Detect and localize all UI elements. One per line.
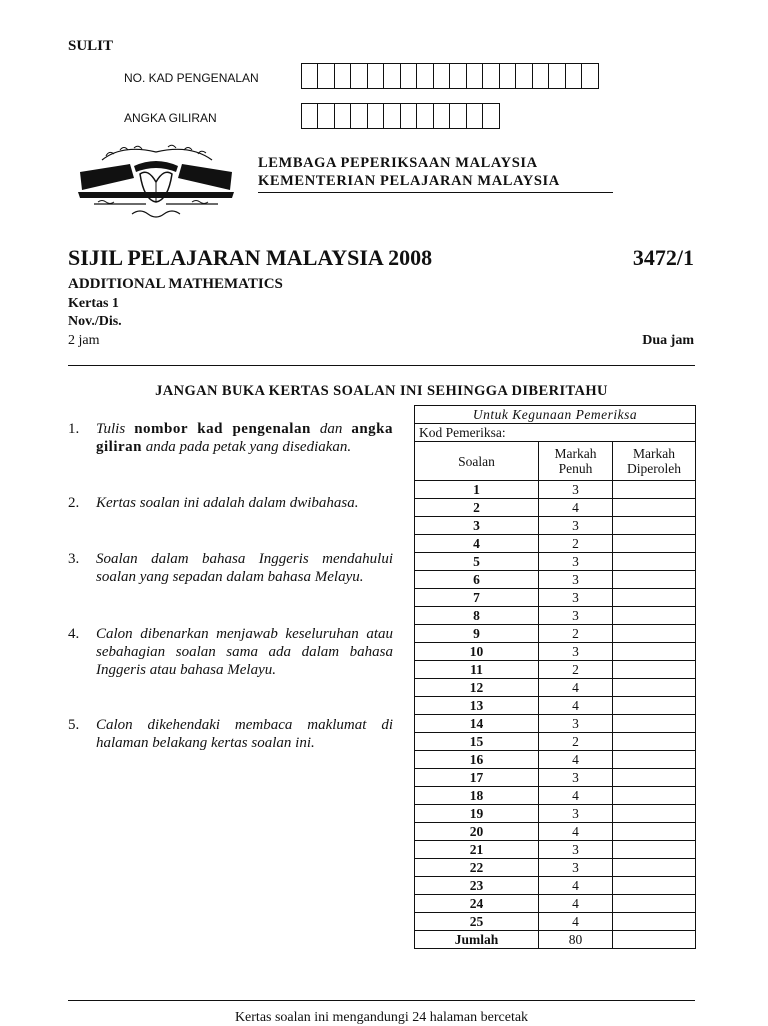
instruction-text: Tulis: [96, 421, 135, 437]
question-number: 10: [415, 643, 539, 661]
index-digit-box[interactable]: [482, 103, 500, 129]
full-marks: 2: [539, 661, 613, 679]
ic-digit-box[interactable]: [581, 63, 599, 89]
index-number-boxes[interactable]: [302, 103, 500, 129]
examiner-code-row: [415, 424, 696, 442]
ic-digit-box[interactable]: [367, 63, 385, 89]
ic-digit-box[interactable]: [466, 63, 484, 89]
marks-obtained-cell[interactable]: [613, 661, 696, 679]
marks-obtained-cell[interactable]: [613, 895, 696, 913]
marks-obtained-cell[interactable]: [613, 625, 696, 643]
full-marks: 4: [539, 895, 613, 913]
index-digit-box[interactable]: [466, 103, 484, 129]
table-row: [415, 805, 696, 823]
full-marks: 4: [539, 877, 613, 895]
instruction-2: [68, 494, 393, 512]
examiner-code-label[interactable]: Kod Pemeriksa:: [415, 424, 696, 442]
instruction-text: Soalan dalam bahasa Inggeris mendahului soalan yang sepadan dalam bahasa Melayu.: [96, 551, 393, 585]
ic-digit-box[interactable]: [515, 63, 533, 89]
question-number: 17: [415, 769, 539, 787]
table-row: [415, 787, 696, 805]
full-marks: 4: [539, 679, 613, 697]
marks-obtained-cell[interactable]: [613, 769, 696, 787]
table-row: [415, 571, 696, 589]
question-number: 8: [415, 607, 539, 625]
header-divider: [68, 365, 695, 366]
question-number: 4: [415, 535, 539, 553]
ic-number-boxes[interactable]: [302, 63, 599, 89]
full-marks: 2: [539, 625, 613, 643]
table-row: [415, 625, 696, 643]
ic-digit-box[interactable]: [499, 63, 517, 89]
index-digit-box[interactable]: [317, 103, 335, 129]
table-row: [415, 535, 696, 553]
question-number: 13: [415, 697, 539, 715]
full-marks: 3: [539, 841, 613, 859]
ic-digit-box[interactable]: [416, 63, 434, 89]
full-marks: 3: [539, 589, 613, 607]
full-marks: 4: [539, 499, 613, 517]
total-label: Jumlah: [415, 931, 539, 949]
full-marks: 4: [539, 751, 613, 769]
full-marks: 3: [539, 769, 613, 787]
marks-obtained-cell[interactable]: [613, 679, 696, 697]
ic-digit-box[interactable]: [449, 63, 467, 89]
instruction-text: Kertas soalan ini adalah dalam dwibahasa.: [96, 495, 359, 511]
table-row: [415, 913, 696, 931]
index-digit-box[interactable]: [449, 103, 467, 129]
question-number: 6: [415, 571, 539, 589]
question-number: 5: [415, 553, 539, 571]
table-title: Untuk Kegunaan Pemeriksa: [415, 406, 696, 424]
marks-obtained-cell[interactable]: [613, 877, 696, 895]
marks-obtained-cell[interactable]: [613, 733, 696, 751]
examiner-marks-table: [414, 405, 696, 949]
table-row: [415, 679, 696, 697]
full-marks: 4: [539, 823, 613, 841]
full-marks: 3: [539, 859, 613, 877]
table-row: [415, 823, 696, 841]
instruction-text: dan: [310, 421, 352, 437]
column-header-full-marks: Markah Penuh: [539, 442, 613, 481]
table-row: [415, 643, 696, 661]
index-digit-box[interactable]: [433, 103, 451, 129]
marks-obtained-cell[interactable]: [613, 823, 696, 841]
table-row: [415, 733, 696, 751]
table-row: [415, 607, 696, 625]
marks-obtained-cell[interactable]: [613, 589, 696, 607]
marks-obtained-cell[interactable]: [613, 859, 696, 877]
question-number: 1: [415, 481, 539, 499]
full-marks: 3: [539, 553, 613, 571]
question-number: 3: [415, 517, 539, 535]
full-marks: 3: [539, 481, 613, 499]
index-digit-box[interactable]: [367, 103, 385, 129]
marks-obtained-cell[interactable]: [613, 571, 696, 589]
instruction-bold-text: angka giliran: [96, 421, 394, 455]
marks-obtained-cell[interactable]: [613, 841, 696, 859]
question-number: 9: [415, 625, 539, 643]
table-row: [415, 481, 696, 499]
total-full-marks: 80: [539, 931, 613, 949]
marks-obtained-cell[interactable]: [613, 643, 696, 661]
instruction-text: Calon dibenarkan menjawab keseluruhan atau sebahagian soalan sama ada dalam bahasa Inggeris atau bahasa Melayu.: [96, 626, 393, 678]
table-row: [415, 553, 696, 571]
question-number: 22: [415, 859, 539, 877]
marks-obtained-cell[interactable]: [613, 805, 696, 823]
column-header-marks-obtained: Markah Diperoleh: [613, 442, 696, 481]
organisation-name: LEMBAGA PEPERIKSAAN MALAYSIA: [258, 155, 538, 171]
marks-obtained-cell[interactable]: [613, 499, 696, 517]
duration-words: Dua jam: [642, 333, 694, 348]
ic-digit-box[interactable]: [565, 63, 583, 89]
warning-notice: JANGAN BUKA KERTAS SOALAN INI SEHINGGA DIBERITAHU: [155, 383, 608, 399]
ic-digit-box[interactable]: [334, 63, 352, 89]
page-count-note: Kertas soalan ini mengandungi 24 halaman bercetak: [234, 1010, 529, 1025]
full-marks: 3: [539, 517, 613, 535]
organisation-divider: [258, 192, 613, 193]
instruction-number: 1.: [68, 421, 80, 437]
full-marks: 3: [539, 607, 613, 625]
question-number: 11: [415, 661, 539, 679]
marks-obtained-cell[interactable]: [613, 787, 696, 805]
table-row: [415, 697, 696, 715]
ministry-name: KEMENTERIAN PELAJARAN MALAYSIA: [258, 173, 560, 189]
full-marks: 3: [539, 715, 613, 733]
marks-obtained-cell[interactable]: [613, 535, 696, 553]
table-row: [415, 769, 696, 787]
full-marks: 4: [539, 787, 613, 805]
question-number: 2: [415, 499, 539, 517]
question-number: 24: [415, 895, 539, 913]
index-digit-box[interactable]: [301, 103, 319, 129]
marks-obtained-cell[interactable]: [613, 751, 696, 769]
ic-digit-box[interactable]: [350, 63, 368, 89]
question-number: 19: [415, 805, 539, 823]
paper-number: Kertas 1: [68, 296, 119, 311]
ic-digit-box[interactable]: [400, 63, 418, 89]
ic-number-label: NO. KAD PENGENALAN: [124, 71, 259, 85]
subject-name: ADDITIONAL MATHEMATICS: [68, 276, 283, 292]
question-number: 25: [415, 913, 539, 931]
question-number: 7: [415, 589, 539, 607]
duration-numeric: 2 jam: [68, 333, 100, 348]
paper-code: 3472/1: [632, 245, 694, 270]
full-marks: 3: [539, 571, 613, 589]
marks-obtained-cell[interactable]: [613, 481, 696, 499]
ic-digit-box[interactable]: [301, 63, 319, 89]
index-digit-box[interactable]: [400, 103, 418, 129]
marks-obtained-cell[interactable]: [613, 517, 696, 535]
ic-digit-box[interactable]: [383, 63, 401, 89]
table-row: [415, 517, 696, 535]
table-row: [415, 661, 696, 679]
column-header-question: Soalan: [415, 442, 539, 481]
full-marks: 3: [539, 643, 613, 661]
table-row: [415, 877, 696, 895]
marks-obtained-cell[interactable]: [613, 607, 696, 625]
index-digit-box[interactable]: [383, 103, 401, 129]
marks-obtained-cell[interactable]: [613, 553, 696, 571]
classification-label: SULIT: [68, 38, 114, 54]
index-digit-box[interactable]: [334, 103, 352, 129]
index-digit-box[interactable]: [416, 103, 434, 129]
ic-digit-box[interactable]: [532, 63, 550, 89]
question-number: 14: [415, 715, 539, 733]
question-number: 15: [415, 733, 539, 751]
table-row: [415, 589, 696, 607]
ic-digit-box[interactable]: [317, 63, 335, 89]
question-number: 20: [415, 823, 539, 841]
index-digit-box[interactable]: [350, 103, 368, 129]
table-row: [415, 841, 696, 859]
lembaga-peperiksaan-crest-icon: [72, 138, 240, 222]
table-row: [415, 895, 696, 913]
instruction-3: [68, 550, 393, 586]
instruction-1: [68, 420, 393, 456]
full-marks: 4: [539, 913, 613, 931]
table-row: [415, 499, 696, 517]
footer-divider: [68, 1000, 695, 1001]
table-row: [415, 859, 696, 877]
index-number-label: ANGKA GILIRAN: [124, 111, 217, 125]
table-header-row: [415, 442, 696, 481]
instruction-number: 2.: [68, 495, 80, 511]
instruction-5: [68, 716, 393, 752]
question-number: 21: [415, 841, 539, 859]
instruction-number: 5.: [68, 717, 80, 733]
table-title-row: [415, 406, 696, 424]
instruction-bold-text: nombor kad pengenalan: [134, 421, 311, 437]
full-marks: 4: [539, 697, 613, 715]
question-number: 12: [415, 679, 539, 697]
full-marks: 2: [539, 733, 613, 751]
instruction-text: Calon dikehendaki membaca maklumat di halaman belakang kertas soalan ini.: [96, 717, 393, 751]
instruction-number: 3.: [68, 551, 80, 567]
ic-digit-box[interactable]: [548, 63, 566, 89]
question-number: 18: [415, 787, 539, 805]
full-marks: 2: [539, 535, 613, 553]
instruction-text: anda pada petak yang disediakan.: [142, 439, 352, 455]
question-number: 16: [415, 751, 539, 769]
total-row: [415, 931, 696, 949]
instruction-number: 4.: [68, 626, 80, 642]
table-row: [415, 715, 696, 733]
ic-digit-box[interactable]: [433, 63, 451, 89]
marks-obtained-cell[interactable]: [613, 913, 696, 931]
exam-session: Nov./Dis.: [68, 314, 122, 329]
full-marks: 3: [539, 805, 613, 823]
marks-obtained-cell[interactable]: [613, 715, 696, 733]
exam-title: SIJIL PELAJARAN MALAYSIA 2008: [68, 245, 433, 270]
table-row: [415, 751, 696, 769]
question-number: 23: [415, 877, 539, 895]
ic-digit-box[interactable]: [482, 63, 500, 89]
total-marks-obtained-cell[interactable]: [613, 931, 696, 949]
marks-obtained-cell[interactable]: [613, 697, 696, 715]
instruction-4: [68, 625, 393, 679]
